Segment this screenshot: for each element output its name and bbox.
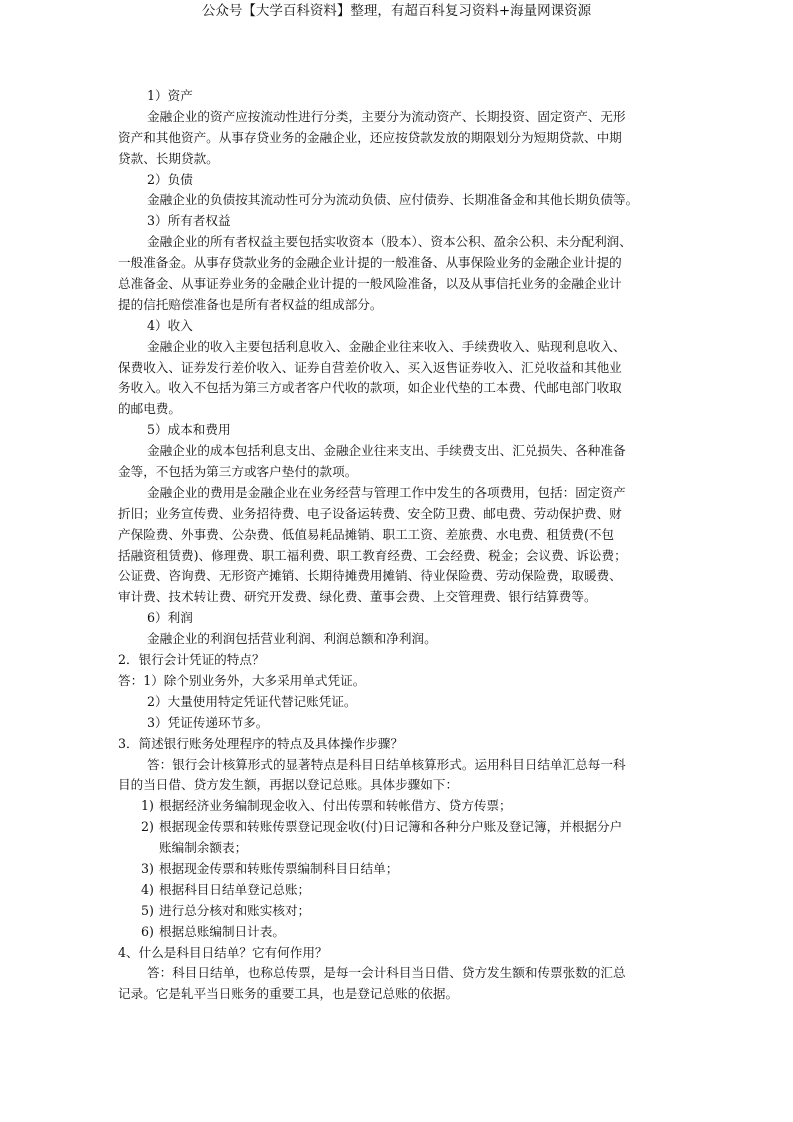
list-item xyxy=(118,901,678,922)
list-text: 根据经济业务编制现金收入、付出传票和转帐借方、贷方传票； xyxy=(159,798,512,814)
text-line: 总准备金、从事证券业务的金融企业计提的一般风险准备，以及从事信托业务的金融企业计 xyxy=(118,276,622,292)
text-line: 金融企业的所有者权益主要包括实收资本（股本）、资本公积、盈余公积、未分配利润、 xyxy=(147,234,632,250)
text-line: 3）凭证传递环节多。 xyxy=(147,714,269,730)
list-text: 进行总分核对和账实核对； xyxy=(159,902,311,918)
text-line: 记录。它是轧平当日账务的重要工具，也是登记总账的依据。 xyxy=(118,986,459,1002)
text-line: 金等，不包括为第三方或客户垫付的款项。 xyxy=(118,464,358,480)
text-line: 3）所有者权益 xyxy=(147,213,231,229)
question-heading: 2．银行会计凭证的特点？ xyxy=(118,652,265,668)
list-number: 5) xyxy=(141,902,154,918)
text-line: 目的当日借、贷方发生额，再据以登记总账。具体步骤如下： xyxy=(118,777,459,793)
text-line: 4）收入 xyxy=(147,317,193,333)
text-line: 务收入。收入不包括为第三方或者客户代收的款项，如企业代垫的工本费、代邮电部门收取 xyxy=(118,380,622,396)
text-line: 产保险费、外事费、公杂费、低值易耗品摊销、职工工资、差旅费、水电费、租赁费(不包 xyxy=(118,526,615,542)
page-header: 公众号【大学百科资料】整理，有超百科复习资料+海量网课资源 xyxy=(201,3,592,19)
list-item xyxy=(118,880,678,901)
text-line: 2）大量使用特定凭证代替记账凭证。 xyxy=(147,693,357,709)
text-line: 贷款、长期贷款。 xyxy=(118,150,219,166)
list-number: 1) xyxy=(141,798,154,814)
document-body xyxy=(118,86,678,1005)
text-line: 资产和其他资产。从事存贷业务的金融企业，还应按贷款发放的期限划分为短期贷款、中期 xyxy=(118,129,622,145)
list-number: 3) xyxy=(141,860,154,876)
list-number: 4) xyxy=(141,881,154,897)
text-line: 1）资产 xyxy=(147,88,193,103)
list-text: 根据总账编制日计表。 xyxy=(159,923,285,939)
text-line: 折旧；业务宣传费、业务招待费、电子设备运转费、安全防卫费、邮电费、劳动保护费、财 xyxy=(118,505,622,521)
list-text: 根据现金传票和转账传票编制科目日结单； xyxy=(159,860,399,876)
text-line: 的邮电费。 xyxy=(118,401,181,417)
text-line: 答：1）除个别业务外，大多采用单式凭证。 xyxy=(118,672,366,688)
text-line: 提的信托赔偿准备也是所有者权益的组成部分。 xyxy=(118,296,383,312)
text-line: 金融企业的收入主要包括利息收入、金融企业往来收入、手续费收入、贴现利息收入、 xyxy=(147,338,626,354)
list-text: 根据科目日结单登记总账； xyxy=(159,881,311,897)
text-line: 账编制余额表； xyxy=(159,840,248,856)
text-line: 金融企业的利润包括营业利润、利润总额和净利润。 xyxy=(147,631,437,647)
text-line: 括融资租赁费)、修理费、职工福利费、职工教育经费、工会经费、税金；会议费、诉讼费； xyxy=(118,547,627,563)
question-heading: 4、什么是科目日结单？它有何作用？ xyxy=(118,944,328,960)
text-line: 金融企业的费用是金融企业在业务经营与管理工作中发生的各项费用，包括：固定资产 xyxy=(147,484,626,500)
list-number: 6) xyxy=(141,923,154,939)
text-line: 金融企业的负债按其流动性可分为流动负债、应付债券、长期准备金和其他长期负债等。 xyxy=(147,192,639,208)
text-line: 5）成本和费用 xyxy=(147,422,231,438)
text-line: 6）利润 xyxy=(147,610,193,626)
text-line: 保费收入、证券发行差价收入、证券自营差价收入、买入返售证券收入、汇兑收益和其他业 xyxy=(118,359,622,375)
text-line: 审计费、技术转让费、研究开发费、绿化费、董事会费、上交管理费、银行结算费等。 xyxy=(118,589,597,605)
list-item xyxy=(118,922,678,943)
text-line: 答：银行会计核算形式的显著特点是科目日结单核算形式。运用科目日结单汇总每一科 xyxy=(147,756,626,772)
text-line: 金融企业的资产应按流动性进行分类，主要分为流动资产、长期投资、固定资产、无形 xyxy=(147,108,626,124)
question-heading: 3．简述银行账务处理程序的特点及具体操作步骤？ xyxy=(118,735,404,751)
list-text: 根据现金传票和转账传票登记现金收(付)日记簿和各种分户账及登记簿，并根据分户 xyxy=(159,819,623,835)
text-line: 答：科目日结单，也称总传票，是每一会计科目当日借、贷方发生额和传票张数的汇总 xyxy=(147,965,626,981)
list-item xyxy=(118,859,678,880)
list-item xyxy=(118,817,678,838)
list-number: 2) xyxy=(141,819,154,835)
text-line: 一般准备金。从事存贷款业务的金融企业计提的一般准备、从事保险业务的金融企业计提的 xyxy=(118,255,622,271)
text-line: 金融企业的成本包括利息支出、金融企业往来支出、手续费支出、汇兑损失、各种准备 xyxy=(147,443,626,459)
text-line: 公证费、咨询费、无形资产摊销、长期待摊费用摊销、待业保险费、劳动保险费，取暖费、 xyxy=(118,568,622,584)
text-line: 2）负债 xyxy=(147,171,193,187)
list-item xyxy=(118,796,678,817)
